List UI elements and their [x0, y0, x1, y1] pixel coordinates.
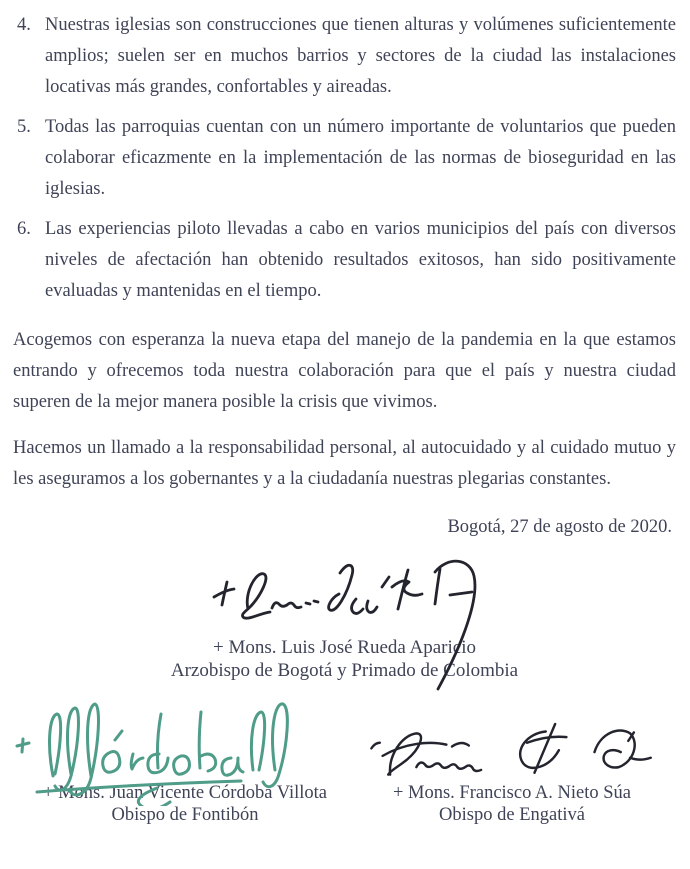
signatory-title-rueda: Arzobispo de Bogotá y Primado de Colombia	[170, 659, 519, 681]
signatory-name-rueda: + Mons. Luis José Rueda Aparicio	[213, 637, 476, 658]
list-item	[13, 10, 676, 103]
numbered-list	[13, 10, 676, 307]
signatory-name-nieto: + Mons. Francisco A. Nieto Súa	[392, 783, 632, 803]
signature-block-cordoba	[13, 688, 357, 826]
list-item-number: 4.	[17, 15, 31, 35]
list-item-text: Nuestras iglesias son construcciones que tienen alturas y volúmenes suficientemente amplios; suelen ser en muchos barrios y sectores de la ciudad las instalaciones locativas más grandes, confortables y aireadas.	[45, 15, 676, 97]
signature-nieto-handwriting-icon	[362, 716, 662, 792]
signature-block-rueda	[13, 551, 676, 682]
list-item-text: Todas las parroquias cuentan con un número importante de voluntarios que pueden colaborar eficazmente en la implementación de las normas de bioseguridad en las iglesias.	[45, 117, 676, 199]
signatory-title-cordoba: Obispo de Fontibón	[111, 805, 259, 825]
signatory-name-cordoba: + Mons. Juan Vicente Córdoba Villota	[43, 783, 327, 803]
list-item-number: 6.	[17, 219, 31, 239]
signature-row	[13, 688, 676, 826]
list-item	[13, 112, 676, 205]
paragraph-call: Hacemos un llamado a la responsabilidad personal, al autocuidado y al cuidado mutuo y les aseguramos a los gobernantes y a la ciudadanía nuestras plegarias constantes.	[13, 438, 676, 489]
list-item-text: Las experiencias piloto llevadas a cabo en varios municipios del país con diversos niveles de afectación han obtenido resultados exitosos, han sido positivamente evaluadas y mantenidas en el tiempo.	[45, 219, 676, 301]
dateline: Bogotá, 27 de agosto de 2020.	[447, 517, 672, 537]
list-item	[13, 214, 676, 307]
signature-luis-jose-rueda-handwriting-icon	[200, 551, 490, 691]
list-item-number: 5.	[17, 117, 31, 137]
signatory-title-nieto: Obispo de Engativá	[439, 805, 585, 825]
signature-block-nieto	[362, 716, 662, 826]
paragraph-hope: Acogemos con esperanza la nueva etapa del manejo de la pandemia en la que estamos entrando y ofrecemos toda nuestra colaboración para que el país y nuestra ciudad superen de la mejor manera posible la crisis que vivimos.	[13, 330, 676, 412]
signature-cordoba-handwriting-icon	[9, 688, 299, 806]
